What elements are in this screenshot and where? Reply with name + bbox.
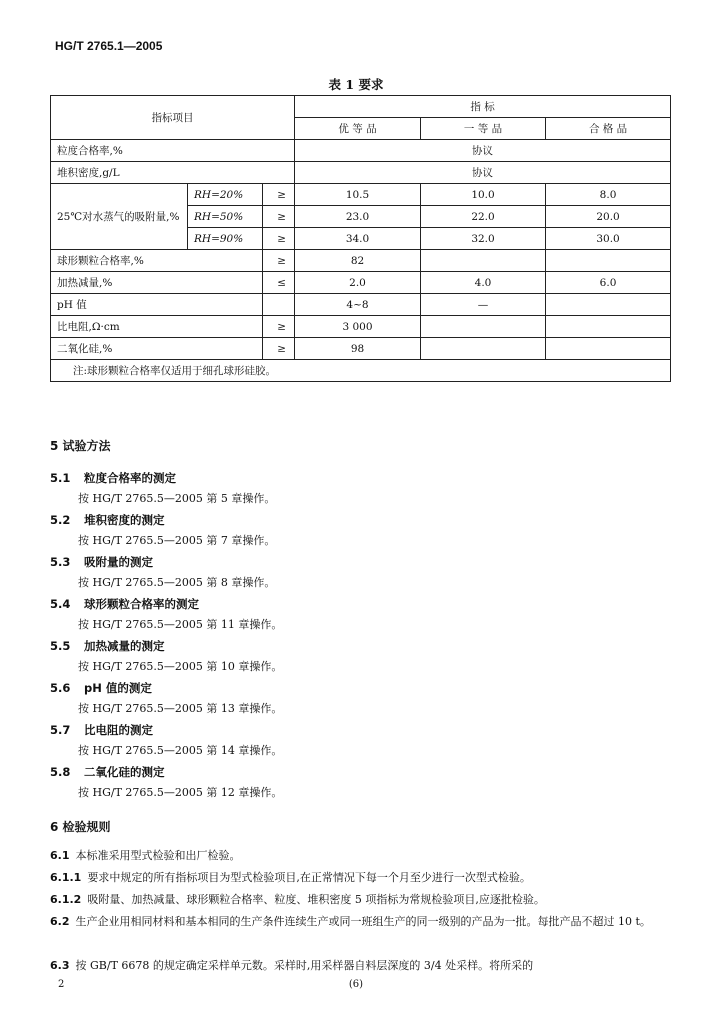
rh-label: RH=20% xyxy=(188,184,263,206)
row-label: 加热减量,% xyxy=(51,272,263,294)
clause-number: 5.5 xyxy=(50,639,71,653)
cell: 4~8 xyxy=(295,294,421,316)
cell xyxy=(421,250,546,272)
paragraph-6-3 xyxy=(50,955,675,977)
cell: 3 000 xyxy=(295,316,421,338)
cell xyxy=(421,338,546,360)
clause-heading xyxy=(50,596,199,612)
row-label: 二氧化硅,% xyxy=(51,338,263,360)
clause-number: 6.1.1 xyxy=(50,871,82,884)
clause-title: 粒度合格率的测定 xyxy=(84,471,176,485)
row-label: pH 值 xyxy=(51,294,263,316)
clause-heading xyxy=(50,512,165,528)
header-index: 指 标 xyxy=(295,96,671,118)
row-label: 25℃对水蒸气的吸附量,% xyxy=(51,184,188,250)
cmp-symbol: ≥ xyxy=(263,250,295,272)
clause-number: 5.7 xyxy=(50,723,71,737)
paragraph-6-1 xyxy=(50,845,675,867)
clause-text: 本标准采用型式检验和出厂检验。 xyxy=(75,849,241,862)
table-row xyxy=(51,140,671,162)
clause-number: 6.1 xyxy=(50,849,70,862)
cell: 10.0 xyxy=(421,184,546,206)
clause-number: 5.1 xyxy=(50,471,71,485)
rh-label: RH=90% xyxy=(188,228,263,250)
cell: 20.0 xyxy=(546,206,671,228)
section-5-title: 5 试验方法 xyxy=(50,439,111,453)
cell xyxy=(546,338,671,360)
header-item: 指标项目 xyxy=(51,96,295,140)
paragraph-6-1-1 xyxy=(50,867,675,889)
clause-number: 5.3 xyxy=(50,555,71,569)
cmp-symbol: ≥ xyxy=(263,338,295,360)
cmp-symbol: ≥ xyxy=(263,206,295,228)
clause-text: 按 HG/T 2765.5—2005 第 7 章操作。 xyxy=(78,534,276,547)
page-number: 2 xyxy=(58,979,65,990)
clause-text: 按 HG/T 2765.5—2005 第 11 章操作。 xyxy=(78,618,283,631)
clause-title: pH 值的测定 xyxy=(84,681,152,695)
table-row xyxy=(51,272,671,294)
page-sequence: (6) xyxy=(348,979,364,990)
row-label: 粒度合格率,% xyxy=(51,140,295,162)
cell: 32.0 xyxy=(421,228,546,250)
table-title: 表 1 要求 xyxy=(328,77,384,92)
clause-number: 5.2 xyxy=(50,513,71,527)
clause-text: 吸附量、加热减量、球形颗粒合格率、粒度、堆积密度 5 项指标为常规检验项目,应逐批检验。 xyxy=(87,893,545,906)
clause-text: 要求中规定的所有指标项目为型式检验项目,在正常情况下每一个月至少进行一次型式检验。 xyxy=(87,871,531,884)
clause-title: 球形颗粒合格率的测定 xyxy=(84,597,199,611)
clause-text: 按 HG/T 2765.5—2005 第 8 章操作。 xyxy=(78,576,276,589)
table-row xyxy=(51,184,671,206)
paragraph-6-1-2 xyxy=(50,889,675,911)
table-note-row xyxy=(51,360,671,382)
clause-text: 按 HG/T 2765.5—2005 第 5 章操作。 xyxy=(78,492,276,505)
table-row xyxy=(51,162,671,184)
row-value: 协议 xyxy=(295,162,671,184)
clause-heading xyxy=(50,764,165,780)
clause-number: 6.1.2 xyxy=(50,893,82,906)
cmp-symbol: ≤ xyxy=(263,272,295,294)
grade-superior: 优 等 品 xyxy=(295,118,421,140)
cell: 22.0 xyxy=(421,206,546,228)
table-row xyxy=(51,250,671,272)
clause-text: 按 HG/T 2765.5—2005 第 12 章操作。 xyxy=(78,786,283,799)
table-note: 注:球形颗粒合格率仅适用于细孔球形硅胶。 xyxy=(51,360,671,382)
cell: 30.0 xyxy=(546,228,671,250)
section-6-title: 6 检验规则 xyxy=(50,820,111,834)
cell xyxy=(546,294,671,316)
clause-heading xyxy=(50,680,152,696)
clause-title: 比电阻的测定 xyxy=(84,723,153,737)
grade-first: 一 等 品 xyxy=(421,118,546,140)
cell xyxy=(546,316,671,338)
rh-label: RH=50% xyxy=(188,206,263,228)
clause-text: 按 GB/T 6678 的规定确定采样单元数。采样时,用采样器自料层深度的 3/4 处采样。将所采的 xyxy=(75,959,534,972)
table-row xyxy=(51,338,671,360)
cell xyxy=(546,250,671,272)
requirements-table xyxy=(50,95,671,382)
clause-number: 5.6 xyxy=(50,681,71,695)
standard-number-header: HG/T 2765.1—2005 xyxy=(55,39,163,53)
clause-number: 6.3 xyxy=(50,959,70,972)
clause-number: 6.2 xyxy=(50,915,70,928)
clause-text: 按 HG/T 2765.5—2005 第 14 章操作。 xyxy=(78,744,283,757)
clause-title: 加热减量的测定 xyxy=(84,639,165,653)
clause-heading xyxy=(50,470,176,486)
row-label: 球形颗粒合格率,% xyxy=(51,250,263,272)
cell: 82 xyxy=(295,250,421,272)
clause-text: 按 HG/T 2765.5—2005 第 13 章操作。 xyxy=(78,702,283,715)
row-label: 堆积密度,g/L xyxy=(51,162,295,184)
grade-qualified: 合 格 品 xyxy=(546,118,671,140)
cell: 2.0 xyxy=(295,272,421,294)
cell: 6.0 xyxy=(546,272,671,294)
cmp-symbol: ≥ xyxy=(263,184,295,206)
clause-text: 生产企业用相同材料和基本相同的生产条件连续生产或同一班组生产的同一级别的产品为一批。每批产品不超过 10 t。 xyxy=(75,915,651,928)
table-row xyxy=(51,316,671,338)
paragraph-6-2 xyxy=(50,911,675,933)
cmp-symbol xyxy=(263,294,295,316)
clause-number: 5.8 xyxy=(50,765,71,779)
clause-heading xyxy=(50,722,153,738)
table-row xyxy=(51,294,671,316)
cell: 23.0 xyxy=(295,206,421,228)
clause-heading xyxy=(50,554,153,570)
clause-heading xyxy=(50,638,165,654)
clause-title: 堆积密度的测定 xyxy=(84,513,165,527)
clause-number: 5.4 xyxy=(50,597,71,611)
table-header-row xyxy=(51,96,671,118)
clause-title: 吸附量的测定 xyxy=(84,555,153,569)
cell: 10.5 xyxy=(295,184,421,206)
row-value: 协议 xyxy=(295,140,671,162)
cmp-symbol: ≥ xyxy=(263,228,295,250)
cell: 4.0 xyxy=(421,272,546,294)
cell: — xyxy=(421,294,546,316)
row-label: 比电阻,Ω·cm xyxy=(51,316,263,338)
cell xyxy=(421,316,546,338)
cell: 98 xyxy=(295,338,421,360)
clause-text: 按 HG/T 2765.5—2005 第 10 章操作。 xyxy=(78,660,283,673)
cmp-symbol: ≥ xyxy=(263,316,295,338)
cell: 34.0 xyxy=(295,228,421,250)
cell: 8.0 xyxy=(546,184,671,206)
clause-title: 二氧化硅的测定 xyxy=(84,765,165,779)
